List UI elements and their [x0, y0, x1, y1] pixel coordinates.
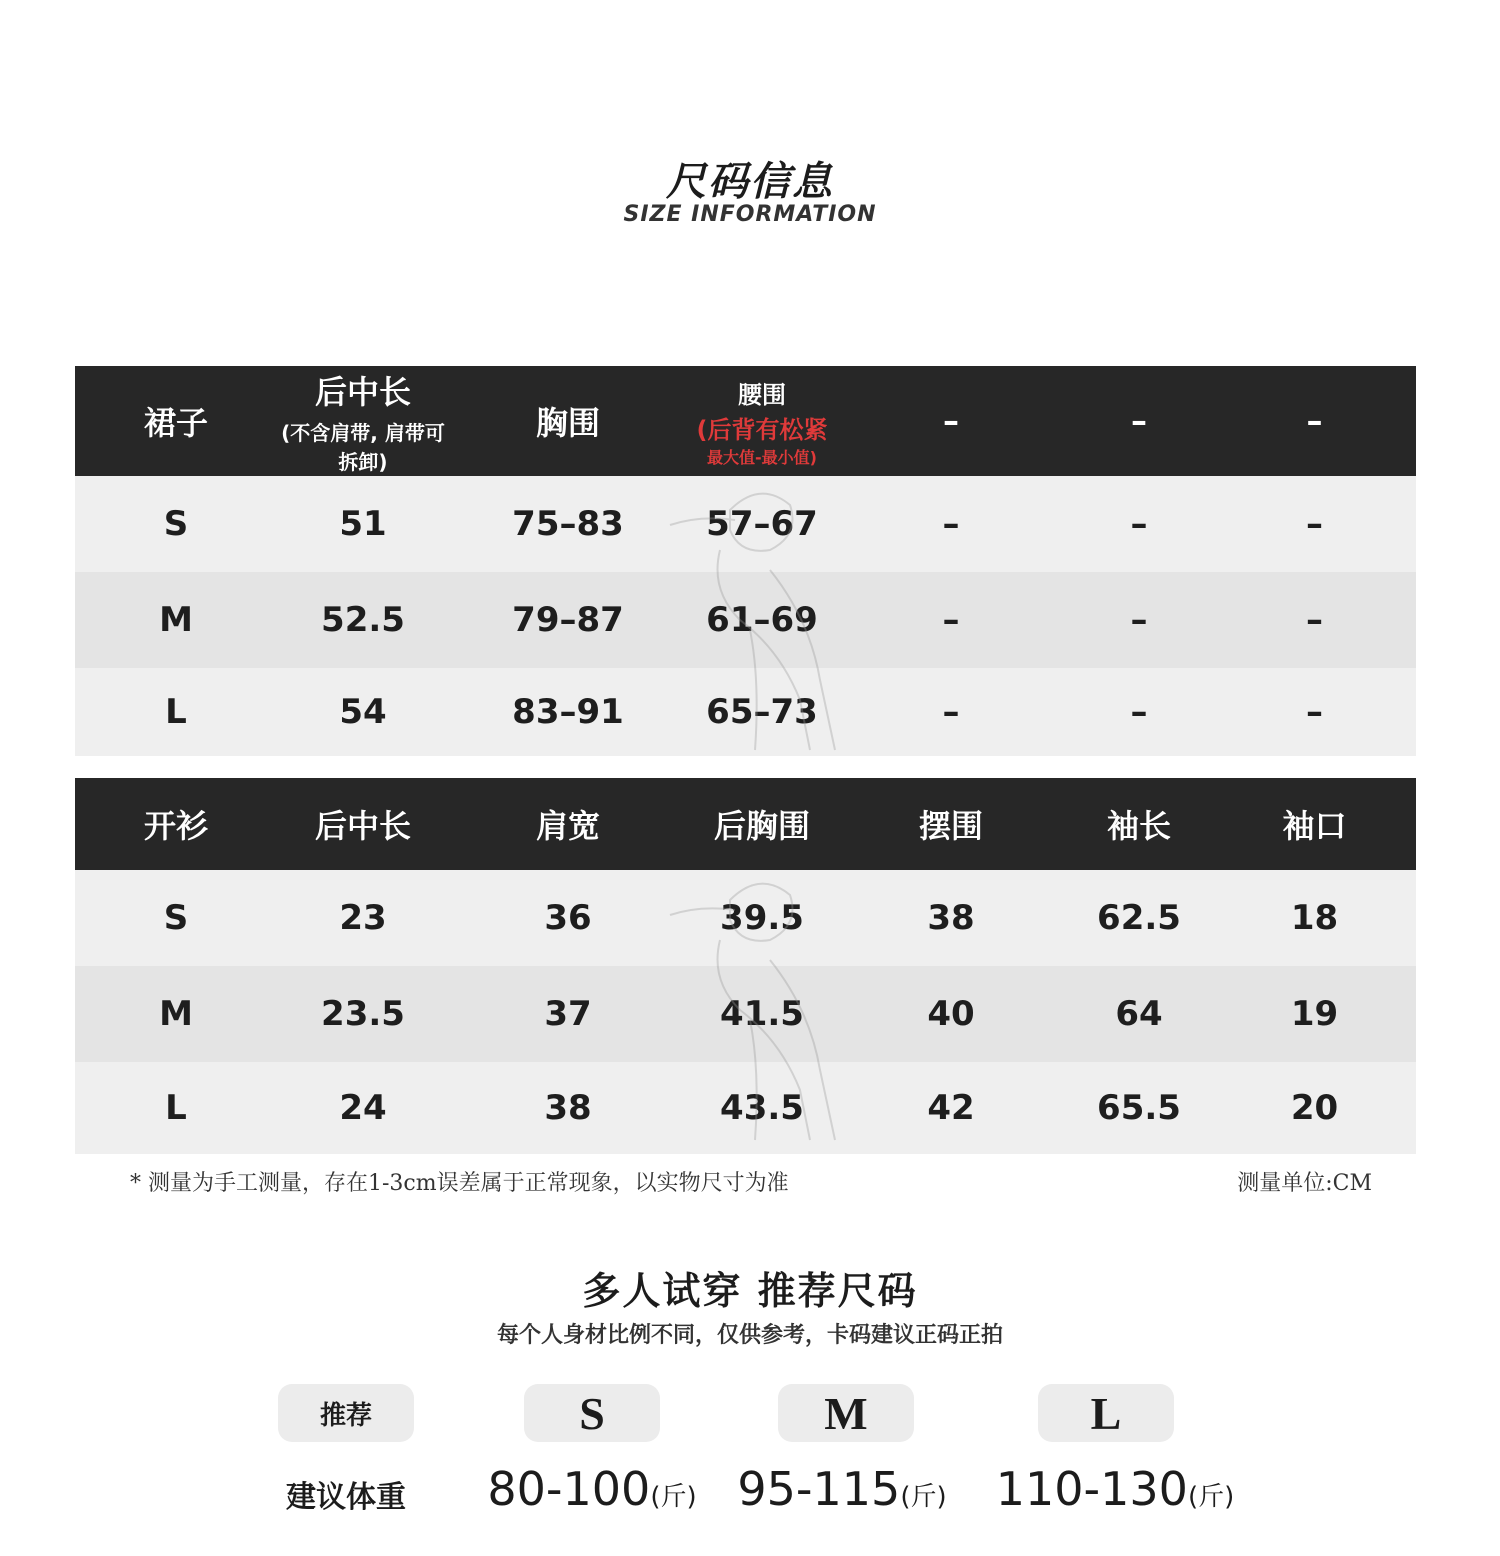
skirt-table-header — [75, 366, 1416, 476]
cell-size: S — [163, 898, 189, 938]
cell-size: M — [159, 600, 193, 640]
cell-empty: – — [1130, 504, 1148, 544]
cell-length: 23 — [339, 898, 387, 938]
header-shoulder: 肩宽 — [535, 807, 600, 845]
cardigan-size-table — [75, 778, 1416, 1154]
cell-length: 23.5 — [321, 994, 405, 1034]
cell-shoulder: 38 — [544, 1088, 592, 1128]
table-row — [75, 668, 1416, 756]
recommend-label: 推荐 — [278, 1384, 414, 1442]
weight-value-m — [712, 1462, 972, 1516]
cell-cuff: 19 — [1290, 994, 1339, 1034]
weight-range: 110-130 — [995, 1462, 1188, 1516]
header-category: 开衫 — [143, 807, 208, 845]
recommend-size-l: L — [1038, 1384, 1174, 1442]
header-sleeve-length: 袖长 — [1106, 807, 1171, 845]
cell-empty: – — [1306, 692, 1323, 732]
cell-size: S — [163, 504, 189, 544]
header-length-label: 后中长 — [314, 373, 411, 411]
cell-sleeve-length: 65.5 — [1097, 1088, 1181, 1128]
weight-range: 95-115 — [737, 1462, 901, 1516]
header-hem: 摆围 — [918, 807, 983, 845]
cell-bust: 83–91 — [512, 692, 624, 732]
cell-size: M — [159, 994, 193, 1034]
cell-back-bust: 43.5 — [720, 1088, 804, 1128]
page-title: 尺码信息 — [666, 159, 834, 205]
cell-empty: – — [1130, 692, 1148, 732]
cell-waist: 65–73 — [706, 692, 818, 732]
table-row — [75, 476, 1416, 572]
weight-unit: (斤) — [1187, 1482, 1235, 1512]
cell-empty: – — [942, 504, 960, 544]
cell-length: 52.5 — [321, 600, 405, 640]
weight-unit: (斤) — [900, 1482, 947, 1512]
cell-size: L — [165, 692, 187, 732]
cell-hem: 42 — [927, 1088, 975, 1128]
header-length-note: (不含肩带, 肩带可拆卸) — [281, 421, 445, 474]
cell-sleeve-length: 62.5 — [1097, 898, 1181, 938]
weight-label: 建议体重 — [286, 1480, 406, 1515]
page-subtitle: SIZE INFORMATION — [623, 202, 877, 227]
cell-cuff: 18 — [1290, 898, 1339, 938]
header-empty: – — [1306, 402, 1323, 440]
recommend-size-m: M — [778, 1384, 914, 1442]
cell-empty: – — [942, 692, 960, 732]
measurement-note: * 测量为手工测量，存在1-3cm误差属于正常现象，以实物尺寸为准 — [130, 1171, 789, 1196]
table-row — [75, 870, 1416, 966]
header-back-bust: 后胸围 — [713, 807, 810, 845]
header-bust: 胸围 — [535, 404, 600, 442]
cell-empty: – — [1306, 600, 1323, 640]
weight-range: 80-100 — [487, 1462, 651, 1516]
recommend-size-s: S — [524, 1384, 660, 1442]
table-row — [75, 572, 1416, 668]
recommend-title: 多人试穿 推荐尺码 — [582, 1268, 918, 1313]
cell-hem: 40 — [927, 994, 975, 1034]
cell-back-bust: 41.5 — [720, 994, 804, 1034]
cell-shoulder: 36 — [544, 898, 592, 938]
recommend-subtitle: 每个人身材比例不同，仅供参考，卡码建议正码正拍 — [496, 1322, 1003, 1348]
cell-bust: 75–83 — [512, 504, 624, 544]
cell-size: L — [165, 1088, 187, 1128]
cell-empty: – — [1130, 600, 1148, 640]
cell-waist: 57–67 — [706, 504, 818, 544]
table-row — [75, 1062, 1416, 1154]
cell-length: 51 — [339, 504, 387, 544]
header-waist-note-2: 最大值-最小值) — [707, 447, 817, 467]
table-row — [75, 966, 1416, 1062]
cell-length: 54 — [339, 692, 387, 732]
header-waist-note: (后背有松紧 — [696, 415, 828, 444]
weight-value-l — [975, 1462, 1255, 1516]
cell-empty: – — [942, 600, 960, 640]
cell-length: 24 — [339, 1088, 387, 1128]
header-length: 后中长 — [314, 807, 411, 845]
cell-cuff: 20 — [1290, 1088, 1339, 1128]
header-waist-label: 腰围 — [738, 380, 786, 409]
header-empty: – — [1131, 402, 1147, 440]
cell-waist: 61–69 — [706, 600, 818, 640]
skirt-size-table — [75, 366, 1416, 756]
header-empty: – — [943, 402, 959, 440]
header-category: 裙子 — [143, 404, 208, 442]
cell-bust: 79–87 — [512, 600, 624, 640]
cell-hem: 38 — [927, 898, 975, 938]
cardigan-table-header — [75, 778, 1416, 870]
weight-value-s — [462, 1462, 722, 1516]
header-length — [277, 366, 449, 476]
header-cuff: 袖口 — [1282, 807, 1347, 845]
header-waist — [687, 366, 837, 476]
measurement-unit: 测量单位:CM — [1237, 1171, 1372, 1196]
cell-back-bust: 39.5 — [720, 898, 804, 938]
weight-unit: (斤) — [650, 1482, 697, 1512]
cell-shoulder: 37 — [544, 994, 592, 1034]
cell-empty: – — [1306, 504, 1323, 544]
cell-sleeve-length: 64 — [1115, 994, 1163, 1034]
